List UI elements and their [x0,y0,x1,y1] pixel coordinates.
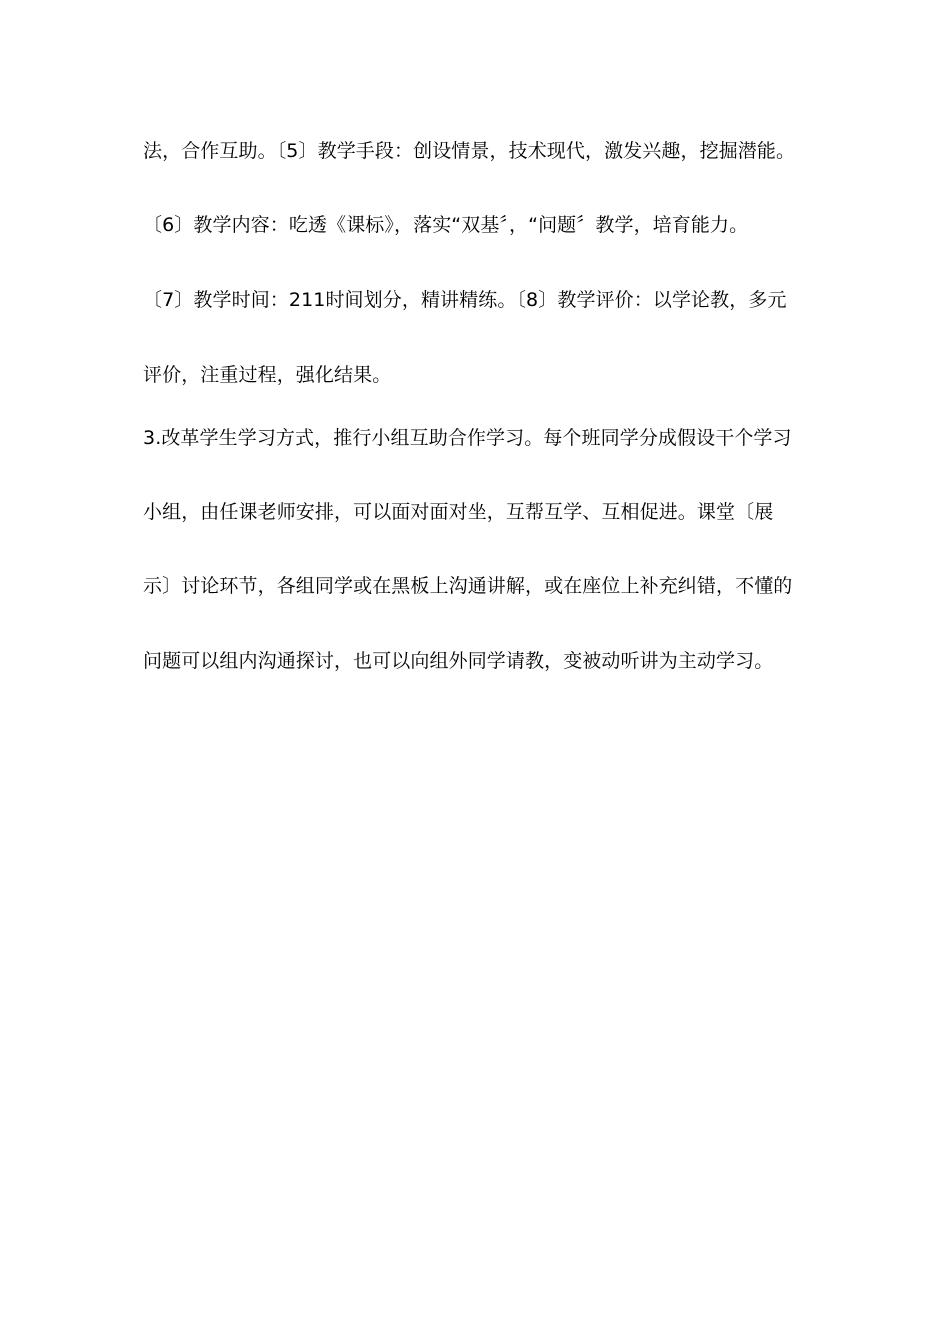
text-line: 问题可以组内沟通探讨，也可以向组外同学请教，变被动听讲为主动学习。 [143,650,774,672]
text-line: 评价，注重过程，强化结果。 [143,364,392,386]
text-line: 示〕讨论环节，各组同学或在黑板上沟通讲解，或在座位上补充纠错，不懂的 [143,575,793,597]
text-line: 法，合作互助。〔5〕教学手段：创设情景，技术现代，激发兴趣，挖掘潜能。 [143,140,796,162]
text-line: 小组，由任课老师安排，可以面对面对坐，互帮互学、互相促进。课堂〔展 [143,501,774,523]
text-line: 3.改革学生学习方式，推行小组互助合作学习。每个班同学分成假设干个学习 [143,427,792,449]
text-line: 〔7〕教学时间：211时间划分，精讲精练。〔8〕教学评价：以学论教，多元 [143,289,787,311]
text-line: 〔6〕教学内容：吃透《课标》，落实“双基〞，“问题〞教学，培育能力。 [143,214,749,236]
